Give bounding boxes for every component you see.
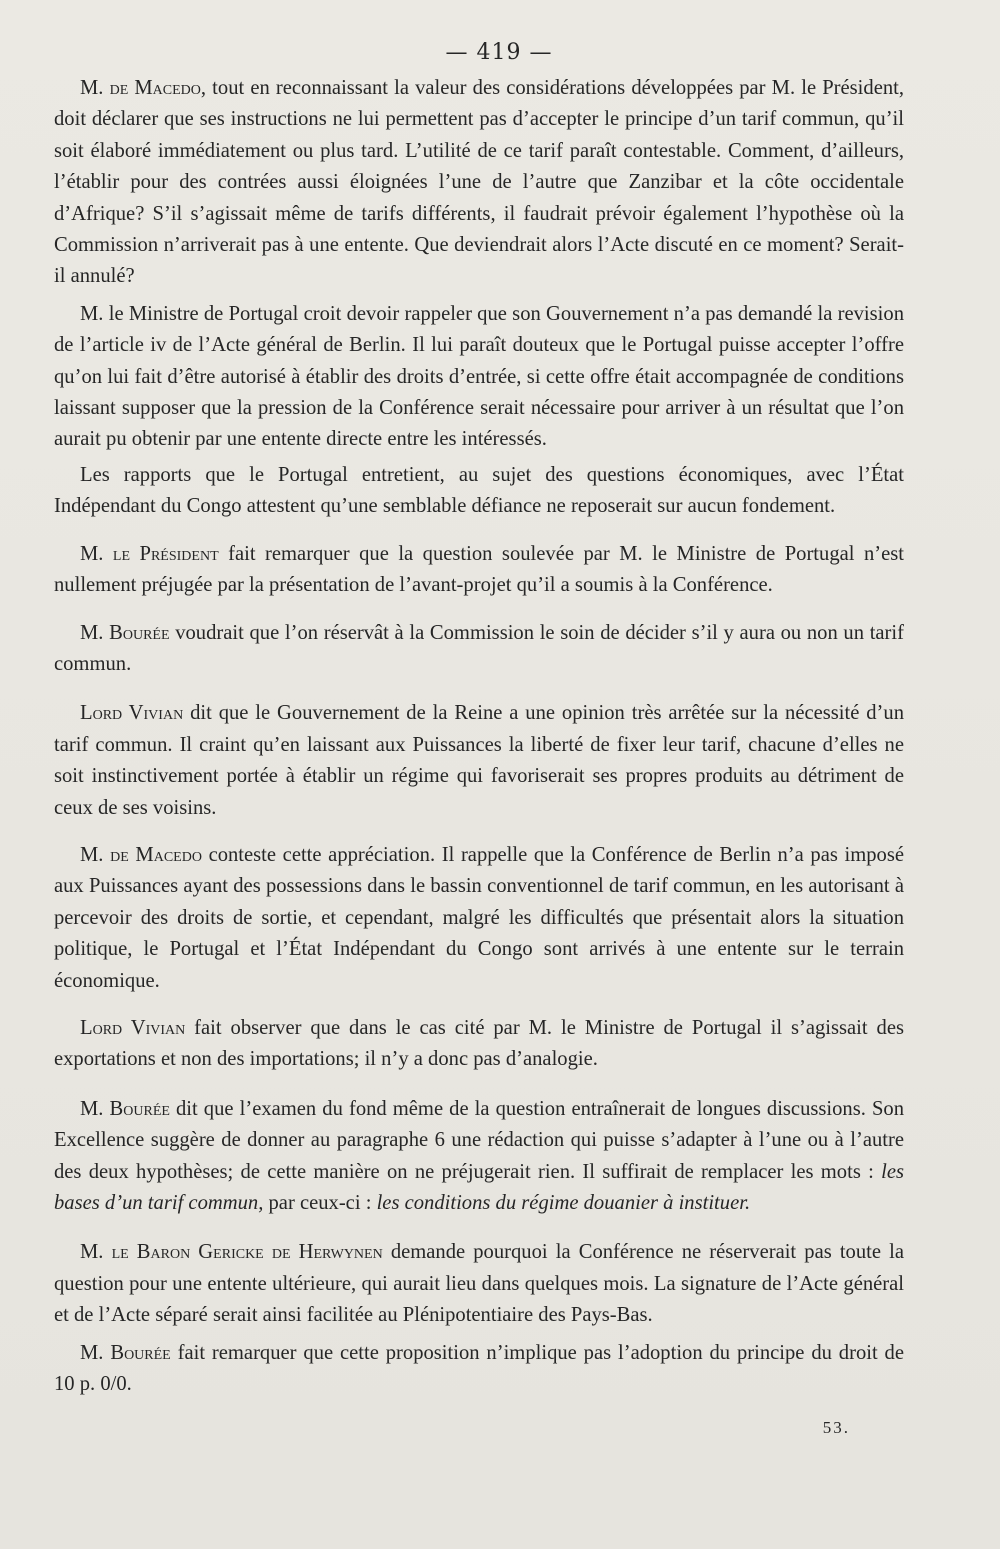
speaker-name: Lord Vivian (80, 1016, 186, 1039)
quoted-phrase-old: les bases d’un tarif commun, (54, 1160, 904, 1214)
paragraph-macedo-1 (54, 73, 904, 293)
paragraph-text: fait observer que dans le cas cité par M. le Ministre de Portugal il s’agissait des exportations et non des importations; il n’y a donc pas d’analogie. (54, 1016, 904, 1071)
paragraph-macedo-2 (54, 840, 904, 997)
paragraph-text: dit que l’examen du fond même de la question entraînerait de longues discussions. Son Excellence suggère de donner au paragraphe 6 une rédaction qui puisse s’adapter à l’une ou à l’autre des deux hypothèses; de cette manière on ne préjugerait rien. Il suffirait de remplacer les mots : (54, 1097, 904, 1183)
speaker-name: M. Bourée (80, 1341, 171, 1364)
quoted-phrase-new: les conditions du régime douanier à instituer. (376, 1192, 751, 1214)
speaker-name: M. le Président (80, 542, 219, 565)
speaker-name: Lord Vivian (80, 702, 184, 725)
page-number: — 419 — (445, 40, 553, 65)
paragraph-portugal-minister (54, 299, 904, 456)
paragraph-bouree-3 (54, 1338, 904, 1401)
paragraph-text: fait remarquer que la question soulevée par M. le Ministre de Portugal n’est nullement préjugée par la présentation de l’avant-projet qu’il a soumis à la Conférence. (54, 542, 904, 597)
paragraph-vivian-2 (54, 1013, 904, 1076)
paragraph-text: dit que le Gouvernement de la Reine a une opinion très arrêtée sur la nécessité d’un tarif commun. Il craint qu’en laissant aux Puissances la liberté de fixer leur tarif, chacune d’elles ne soit instinctivement portée à établir un régime qui favoriserait ses propres produits au détriment de ceux de ses voisins. (54, 702, 904, 819)
speaker-name: M. le Baron Gericke de Herwynen (80, 1241, 383, 1264)
paragraph-text: demande pourquoi la Conférence ne réserverait pas toute la question pour une entente ultérieure, qui aurait lieu dans quelques mois. La signature de l’Acte général et de l’Acte séparé serait ainsi facilitée au Plénipotentiaire des Pays-Bas. (54, 1241, 904, 1327)
paragraph-text: par ceux-ci : (263, 1192, 377, 1214)
paragraph-vivian-1 (54, 698, 904, 824)
paragraph-bouree-1 (54, 618, 904, 681)
speaker-name: M. de Macedo (80, 77, 201, 99)
paragraph-portugal-relations (54, 460, 904, 523)
paragraph-bouree-2 (54, 1094, 904, 1220)
paragraph-text: Les rapports que le Portugal entretient, au sujet des questions économiques, avec l’État Indépendant du Congo attestent qu’une semblable défiance ne reposerait sur aucun fondement. (54, 463, 904, 518)
paragraph-text: voudrait que l’on réservât à la Commission le soin de décider s’il y aura ou non un tarif commun. (54, 621, 904, 675)
paragraph-text: conteste cette appréciation. Il rappelle que la Conférence de Berlin n’a pas imposé aux Puissances ayant des possessions dans le bassin conventionnel de tarif commun, en les autorisant à percevoir des droits de sortie, et cependant, malgré les difficultés que présentait alors la situation politique, le Portugal et l’État Indépendant du Congo sont arrivés à une entente sur le terrain économique. (54, 843, 905, 992)
signature-mark: 53. (822, 1418, 850, 1437)
paragraph-text: fait remarquer que cette proposition n’implique pas l’adoption du principe du droit de 10 p. 0/0. (54, 1341, 904, 1396)
speaker-name: M. Bourée (80, 621, 170, 644)
paragraph-president (54, 539, 904, 602)
paragraph-text: , tout en reconnaissant la valeur des considérations développées par M. le Président, doit déclarer que ses instructions ne lui permettent pas d’accepter le principe d’un tarif commun, qu’il soit élaboré immédiatement ou plus tard. L’utilité de ce tarif paraît contestable. Comment, d’ailleurs, l’établir pour des contrées aussi éloignées l’une de l’autre que Zanzibar et la côte occidentale d’Afrique? S’il s’agissait même de tarifs différents, il faudrait prévoir également l’hypothèse où la Commission n’arriverait pas à une entente. Que deviendrait alors l’Acte discuté en ce moment? Serait-il annulé? (54, 77, 904, 288)
paragraph-gericke (54, 1237, 904, 1331)
paragraph-text: M. le Ministre de Portugal croit devoir rappeler que son Gouvernement n’a pas demandé la revision de l’article iv de l’Acte général de Berlin. Il lui paraît douteux que le Portugal puisse accepter l’offre qu’on lui fait d’être autorisé à établir des droits d’entrée, si cette offre était accompagnée de conditions laissant supposer que la pression de la Conférence serait nécessaire pour arriver à un résultat que l’on aurait pu obtenir par une entente directe entre les intéressés. (54, 302, 904, 451)
speaker-name: M. de Macedo (80, 843, 202, 866)
speaker-name: M. Bourée (80, 1097, 170, 1120)
